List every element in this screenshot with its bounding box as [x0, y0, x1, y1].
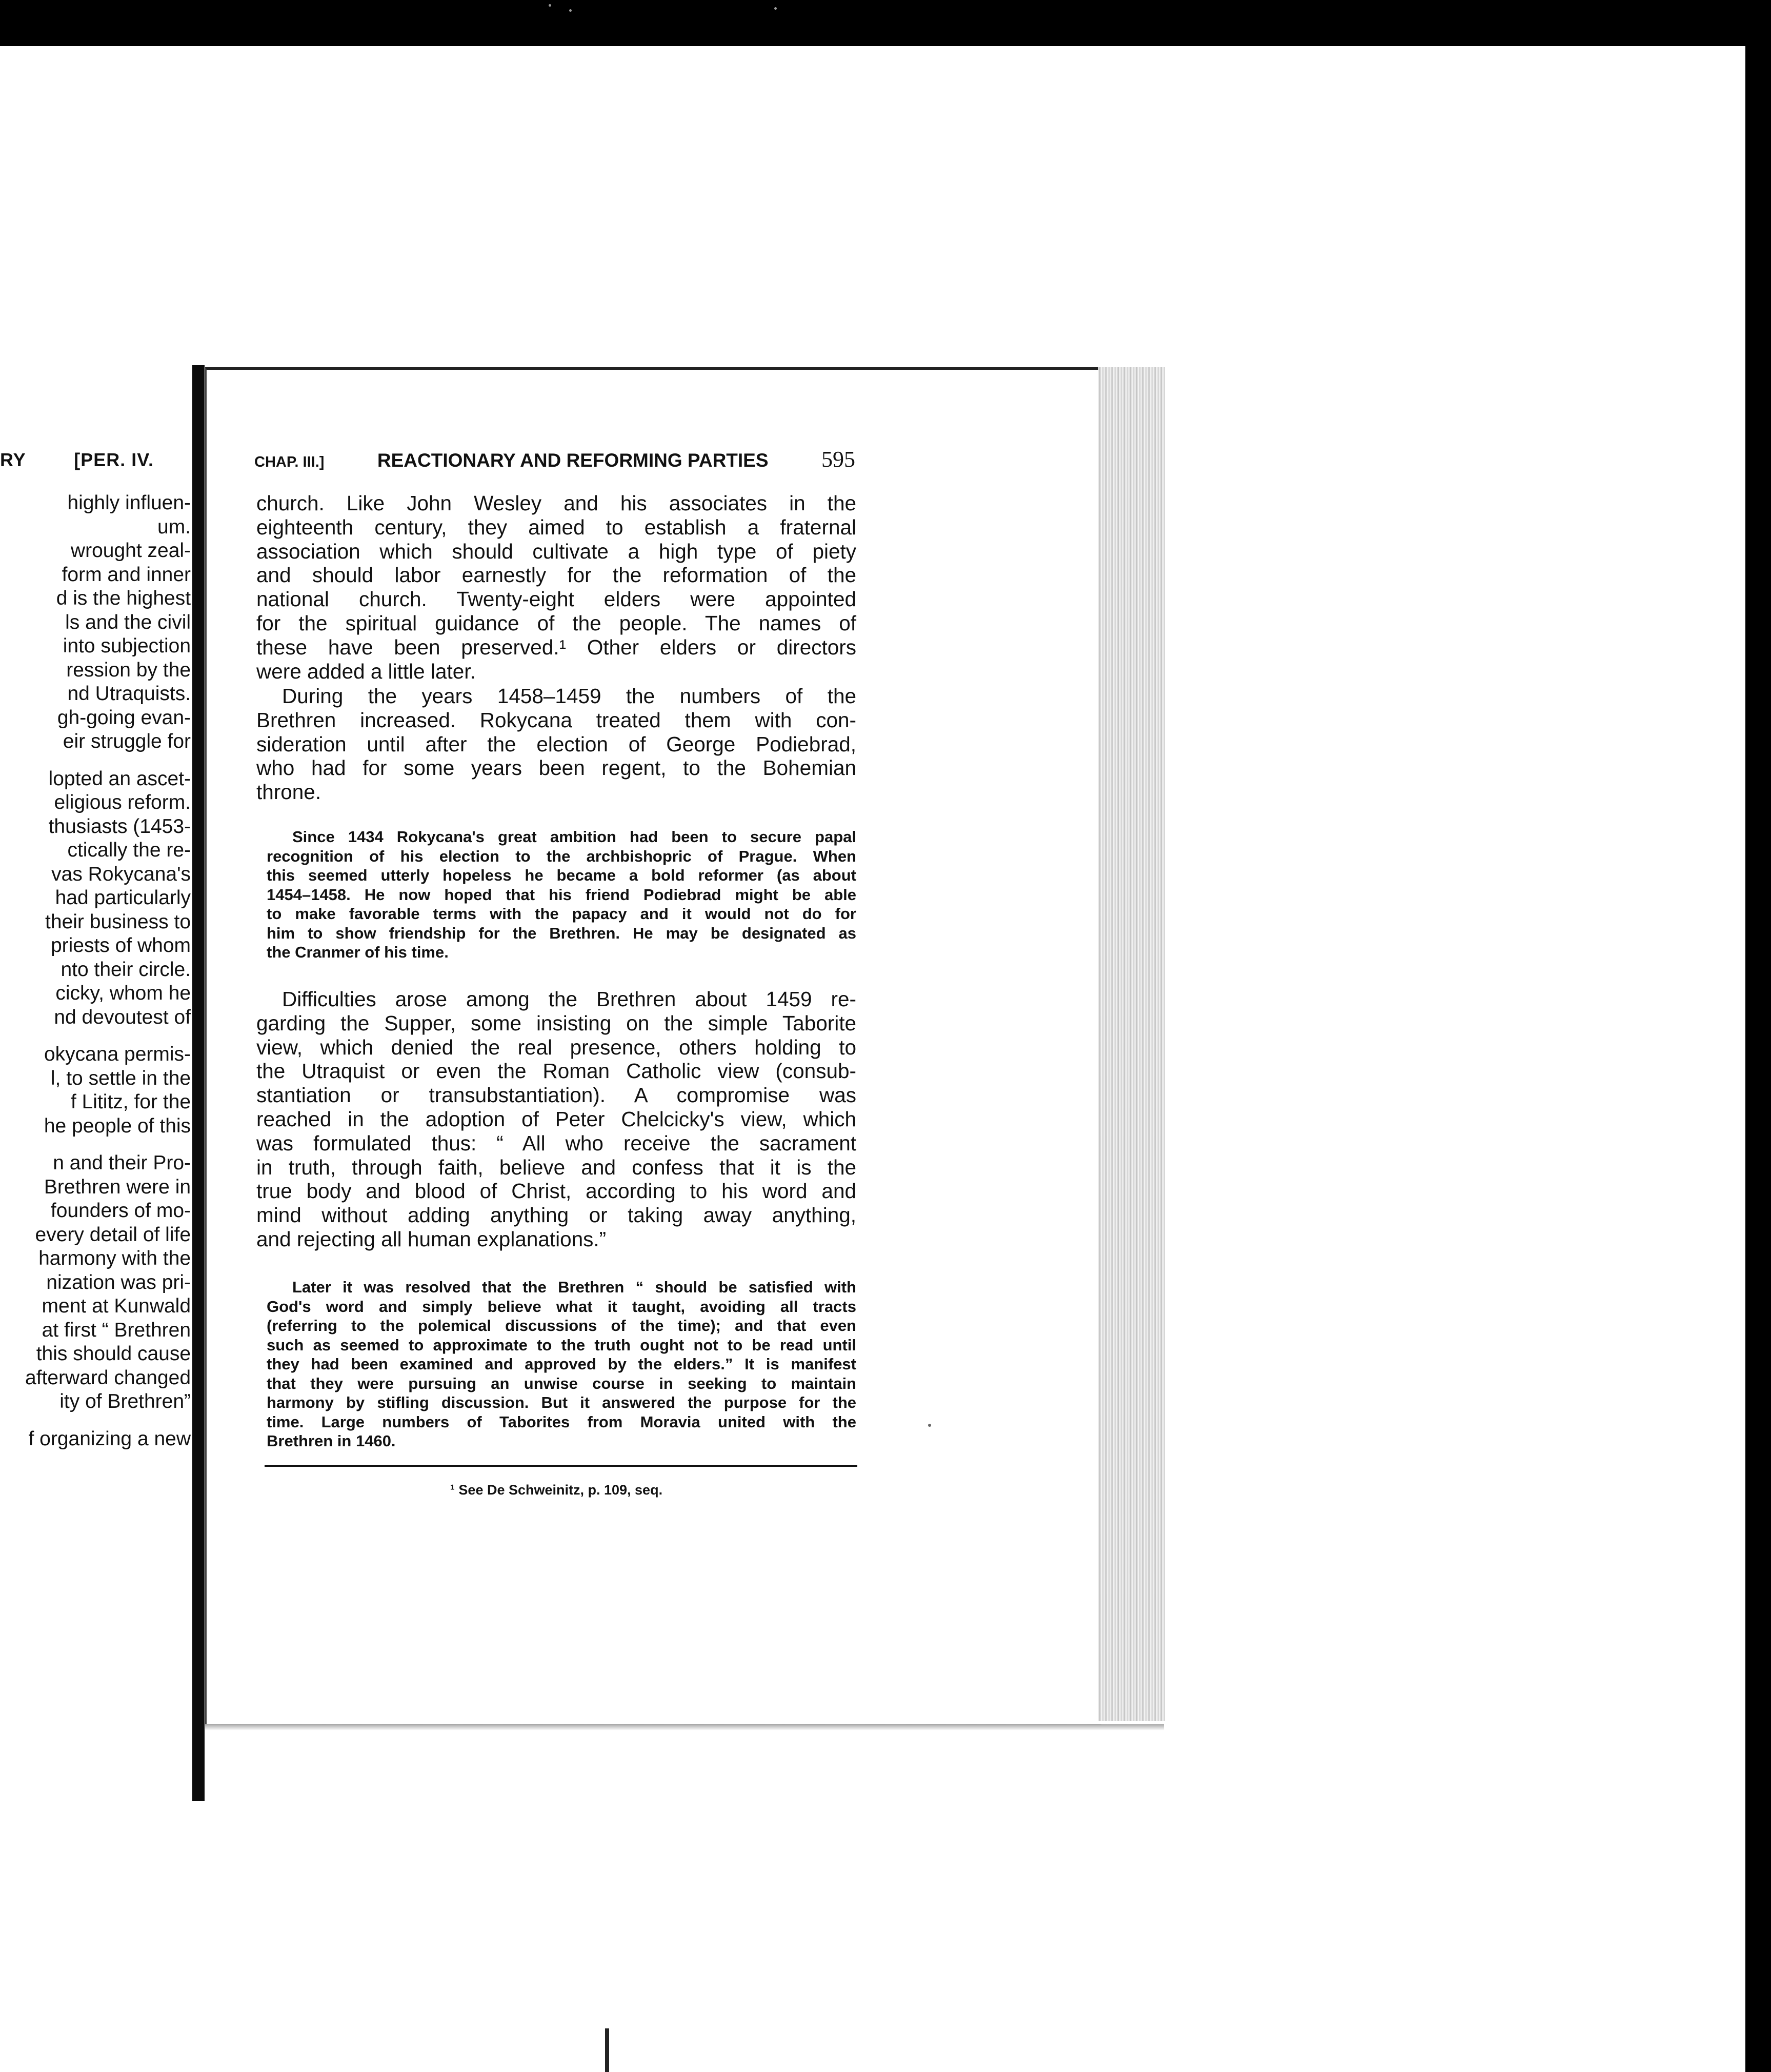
- scan-border-right: [1745, 0, 1771, 2072]
- left-page-text: [25, 491, 191, 1451]
- scan-specks: [549, 0, 784, 15]
- text-line: that they were pursuing an unwise course in seeking to maintain: [267, 1374, 856, 1392]
- footnote: ¹ See De Schweinitz, p. 109, seq.: [450, 1482, 663, 1498]
- text-line: Since 1434 Rokycana's great ambition had been to secure papal: [292, 828, 856, 846]
- left-text-line: priests of whom: [50, 934, 191, 957]
- left-text-line: ity of Brethren”: [59, 1390, 191, 1412]
- page-edges: [1098, 367, 1165, 1721]
- left-text-line: form and inner: [62, 563, 191, 586]
- left-text-line: he people of this: [44, 1114, 191, 1137]
- text-line: reached in the adoption of Peter Chelcicky's view, which: [256, 1107, 856, 1131]
- left-text-line: vas Rokycana's: [51, 863, 191, 885]
- left-text-line: lopted an ascet-: [48, 767, 191, 790]
- text-line: sideration until after the election of George Podiebrad,: [256, 732, 856, 756]
- scan-speck: [928, 1424, 931, 1427]
- left-text-line: this should cause: [36, 1343, 191, 1365]
- text-line: Later it was resolved that the Brethren “ should be satisfied with: [292, 1278, 856, 1296]
- left-text-line: their business to: [45, 910, 191, 933]
- running-head: [254, 446, 855, 472]
- left-text-line: wrought zeal-: [70, 540, 191, 562]
- left-text-line: um.: [157, 515, 191, 538]
- paragraph-1: [256, 491, 856, 683]
- text-line: church. Like John Wesley and his associates in the: [256, 491, 856, 515]
- text-line: who had for some years been regent, to the Bohemian: [256, 756, 856, 780]
- text-line: such as seemed to approximate to the truth ought not to be read until: [267, 1336, 856, 1354]
- text-line: to make favorable terms with the papacy and it would not do for: [267, 905, 856, 923]
- left-page-running-head: [0, 449, 154, 471]
- left-text-line: ctically the re-: [67, 839, 191, 861]
- text-line: time. Large numbers of Taborites from Moravia united with the: [267, 1412, 856, 1431]
- note-paragraph-2: [267, 1278, 856, 1451]
- left-text-line: nd Utraquists.: [67, 683, 191, 705]
- left-text-line: nization was pri-: [46, 1271, 191, 1293]
- text-line: true body and blood of Christ, according to his word and: [256, 1179, 856, 1203]
- text-line: (referring to the polemical discussions of the time); and that even: [267, 1317, 856, 1334]
- footnote-rule: [265, 1465, 857, 1467]
- scan-mark-bottom: [600, 2028, 615, 2072]
- left-text-line: at first “ Brethren: [42, 1319, 191, 1341]
- text-line: the Cranmer of his time.: [267, 943, 449, 961]
- left-text-line: every detail of life: [35, 1223, 191, 1246]
- left-text-line: l, to settle in the: [50, 1067, 191, 1089]
- left-text-line: founders of mo-: [50, 1200, 191, 1222]
- left-header-period: [PER. IV.: [74, 449, 154, 470]
- page-shadow: [205, 1724, 1164, 1730]
- note-paragraph-1: [267, 827, 856, 962]
- paragraph-2: [256, 684, 856, 804]
- text-line: stantiation or transubstantiation). A compromise was: [256, 1083, 856, 1107]
- left-text-line: Brethren were in: [44, 1176, 191, 1198]
- left-header-title: RY: [0, 449, 26, 470]
- left-text-line: [25, 1029, 191, 1043]
- chapter-label: CHAP. III.]: [254, 454, 325, 470]
- text-line: this seemed utterly hopeless he became a bold reformer (as about: [267, 866, 856, 884]
- running-title: REACTIONARY AND REFORMING PARTIES: [377, 450, 769, 471]
- text-line: 1454–1458. He now hoped that his friend Podiebrad might be able: [267, 885, 856, 904]
- text-line: for the spiritual guidance of the people. The names of: [256, 611, 856, 635]
- left-text-line: harmony with the: [38, 1247, 191, 1269]
- left-text-line: okycana permis-: [44, 1043, 191, 1065]
- left-text-line: cicky, whom he: [55, 982, 191, 1004]
- left-text-line: n and their Pro-: [53, 1152, 191, 1174]
- left-text-line: [25, 1138, 191, 1151]
- text-line: garding the Supper, some insisting on the simple Taborite: [256, 1011, 856, 1035]
- text-line: the Utraquist or even the Roman Catholic view (consub-: [256, 1059, 856, 1083]
- text-line: in truth, through faith, believe and confess that it is the: [256, 1155, 856, 1179]
- text-line: were added a little later.: [256, 659, 476, 683]
- text-line: association which should cultivate a high type of piety: [256, 539, 856, 563]
- text-line: mind without adding anything or taking away anything,: [256, 1203, 856, 1227]
- left-text-line: d is the highest: [56, 587, 191, 609]
- page-number: 595: [821, 447, 855, 472]
- text-line: eighteenth century, they aimed to establish a fraternal: [256, 515, 856, 539]
- text-line: they had been examined and approved by the elders.” It is manifest: [267, 1355, 856, 1373]
- left-text-line: thusiasts (1453-: [48, 815, 191, 838]
- left-text-line: ls and the civil: [65, 611, 191, 633]
- book-gutter: [192, 365, 205, 1801]
- text-line: God's word and simply believe what it taught, avoiding all tracts: [267, 1297, 856, 1316]
- left-text-line: [25, 754, 191, 767]
- left-text-line: eir struggle for: [63, 730, 191, 752]
- text-line: him to show friendship for the Brethren. He may be designated as: [267, 924, 856, 942]
- text-line: national church. Twenty-eight elders were appointed: [256, 587, 856, 611]
- text-line: harmony by stifling discussion. But it answered the purpose for the: [267, 1393, 856, 1411]
- text-line: Brethren in 1460.: [267, 1432, 396, 1450]
- text-line: throne.: [256, 780, 321, 804]
- text-line: these have been preserved.¹ Other elders or directors: [256, 635, 856, 659]
- text-line: Brethren increased. Rokycana treated them with con-: [256, 708, 856, 732]
- paragraph-3: [256, 987, 856, 1251]
- left-text-line: ment at Kunwald: [42, 1295, 191, 1317]
- text-line: was formulated thus: “ All who receive the sacrament: [256, 1131, 856, 1155]
- left-text-line: f organizing a new: [28, 1427, 191, 1450]
- left-text-line: f Lititz, for the: [70, 1091, 191, 1113]
- text-line: view, which denied the real presence, others holding to: [256, 1035, 856, 1059]
- left-text-line: nto their circle.: [61, 958, 191, 981]
- left-text-line: nd devoutest of: [54, 1006, 191, 1028]
- left-text-line: highly influen-: [67, 492, 191, 514]
- text-line: recognition of his election to the archbishopric of Prague. When: [267, 847, 856, 865]
- left-text-line: into subjection: [63, 635, 191, 657]
- scan-border-top: [0, 0, 1771, 46]
- left-text-line: afterward changed: [25, 1366, 191, 1389]
- left-text-line: [25, 1414, 191, 1427]
- left-text-line: gh-going evan-: [57, 706, 191, 729]
- text-line: and rejecting all human explanations.”: [256, 1227, 607, 1251]
- text-line: During the years 1458–1459 the numbers of the: [282, 684, 856, 708]
- left-text-line: had particularly: [55, 887, 191, 909]
- text-line: and should labor earnestly for the reformation of the: [256, 563, 856, 587]
- text-line: Difficulties arose among the Brethren about 1459 re-: [282, 987, 856, 1011]
- left-text-line: eligious reform.: [54, 791, 191, 813]
- left-text-line: ression by the: [66, 659, 191, 681]
